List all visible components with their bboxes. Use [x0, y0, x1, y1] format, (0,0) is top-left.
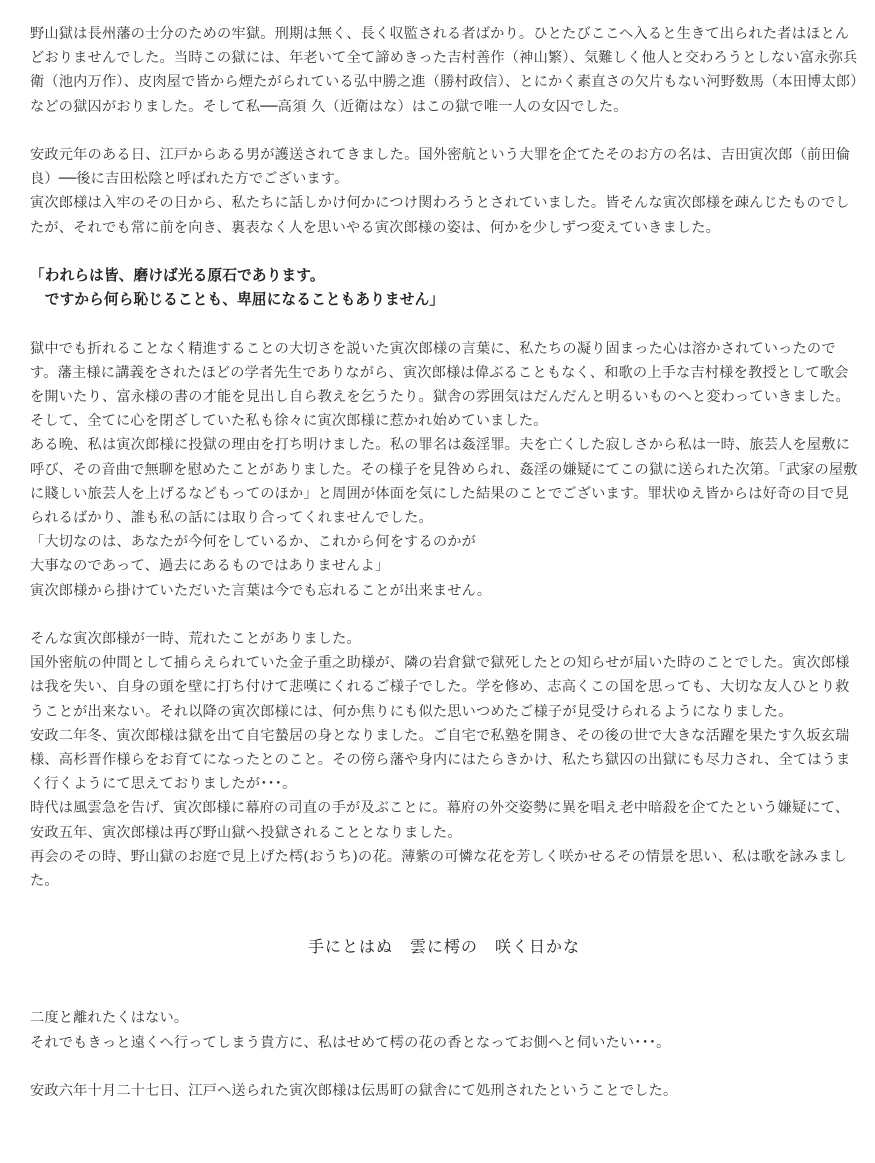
words-line-1: 「大切なのは、あなたが今何をしているか、これから何をするのかが — [30, 534, 477, 551]
paragraph-gap — [30, 603, 858, 627]
paragraph-gap — [30, 119, 858, 143]
paragraph-gap — [30, 893, 858, 935]
paragraph-gap — [30, 240, 858, 264]
grief-paragraph: 国外密航の仲間として捕らえられていた金子重之助様が、隣の岩倉獄で獄死したとの知らせが届いた時のことでした。寅次郎様は我を失い、自身の頭を壁に打ち付けて悲嘆にくれるご様子でした。学を修め、志高くこの国を思っても、大切な友人ひとり救うことが出来ない。それ以降の寅次郎様には、何か焦りにも似た思いつめたご様子が見受けられるようになりました。 — [30, 655, 850, 720]
poem-block — [30, 935, 858, 960]
reunion-paragraph: 再会のその時、野山獄のお庭で見上げた樗(おうち)の花。薄紫の可憐な花を芳しく咲かせるその情景を思い、私は歌を詠みました。 — [30, 848, 848, 890]
intro-paragraph: 野山獄は長州藩の士分のための牢獄。刑期は無く、長く収監される者ばかり。ひとたびここへ入ると生きて出られた者はほとんどおりませんでした。当時この獄には、年老いて全て諦めきった吉村善作（神山繁）、気難しく他人と交わろうとしない富永弥兵衛（池内万作）、皮肉屋で皆から煙たがられている弘中勝之進（勝村政信）、とにかく素直さの欠片もない河野数馬（本田博太郎）などの獄囚がおりました。そして私──高須 久（近衛はな）はこの獄で唯一人の女囚でした。 — [30, 26, 858, 115]
longing-line-1: 二度と離れたくはない。 — [30, 1010, 189, 1027]
arrival-paragraph: 安政元年のある日、江戸からある男が護送されてきました。国外密航という大罪を企てたそのお方の名は、吉田寅次郎（前田倫良）──後に吉田松陰と呼ばれた方でございます。 — [30, 147, 851, 188]
quote-line-1: 「われらは皆、磨けば光る原石であります。 — [30, 267, 325, 284]
change-paragraph: 獄中でも折れることなく精進することの大切さを説いた寅次郎様の言葉に、私たちの凝り固まった心は溶かされていったのです。藩主様に講義をされたほどの学者先生でありながら、寅次郎様は偉ぶることもなく、和歌の上手な吉村様を教授として歌会を開いたり、富永様の書の才能を見出し自ら教えを乞うたり。獄舎の雰囲気はだんだんと明るいものへと変わっていきました。そして、全てに心を閉ざしていた私も徐々に寅次郎様に惹かれ始めていました。 — [30, 340, 850, 430]
quote-line-2: ですから何ら恥じることも、卑屈になることもありません」 — [30, 291, 445, 309]
poem: 手にとはぬ 雲に樗の 咲く日かな — [307, 937, 580, 957]
confession-paragraph: ある晩、私は寅次郎様に投獄の理由を打ち明けました。私の罪名は姦淫罪。夫を亡くした寂しさから私は一時、旅芸人を屋敷に呼び、その音曲で無聊を慰めたことがありました。その様子を見咎められ、姦淫の嫌疑にてこの獄に送られた次第。「武家の屋敷に賤しい旅芸人を上げるなどもってのほか」と周囲が体面を気にした結果のことでございます。罪状ゆえ皆からは好奇の目で見られるばかり、誰も私の話には取り合ってくれませんでした。 — [30, 437, 858, 527]
story-document — [30, 22, 858, 1103]
paragraph-gap — [30, 960, 858, 1006]
words-line-2: 大事なのであって、過去にあるものではありませんよ」 — [30, 558, 390, 575]
release-paragraph: 安政二年冬、寅次郎様は獄を出て自宅蟄居の身となりました。ご自宅で私塾を開き、その後の世で大きな活躍を果たす久坂玄瑞様、高杉晋作様らをお育てになったとのこと。その傍ら藩や身内にはたらきかけ、私たち獄囚の出獄にも尽力され、全てはうまく行くようにて思えておりましたが･･･。 — [30, 727, 851, 793]
closing-line: 安政六年十月二十七日、江戸へ送られた寅次郎様は伝馬町の獄舎にて処刑されたということでした。 — [30, 1083, 678, 1100]
turmoil-line: そんな寅次郎様が一時、荒れたことがありました。 — [30, 631, 361, 648]
memory-line: 寅次郎様から掛けていただいた言葉は今でも忘れることが出来ません。 — [30, 582, 492, 599]
paragraph-gap — [30, 1055, 858, 1079]
reimprisonment-paragraph: 時代は風雲急を告げ、寅次郎様に幕府の司直の手が及ぶことに。幕府の外交姿勢に異を唱え老中暗殺を企てたという嫌疑にて、安政五年、寅次郎様は再び野山獄へ投獄されることとなりました。 — [30, 800, 850, 841]
longing-line-2: それでもきっと遠くへ行ってしまう貴方に、私はせめて樗の花の香となってお側へと伺いたい･･･。 — [30, 1034, 671, 1051]
influence-paragraph: 寅次郎様は入牢のその日から、私たちに話しかけ何かにつけ関わろうとされていました。皆そんな寅次郎様を疎んじたものでしたが、それでも常に前を向き、裏表なく人を思いやる寅次郎様の姿は、何かを少しずつ変えていきました。 — [30, 195, 850, 236]
paragraph-gap — [30, 312, 858, 336]
